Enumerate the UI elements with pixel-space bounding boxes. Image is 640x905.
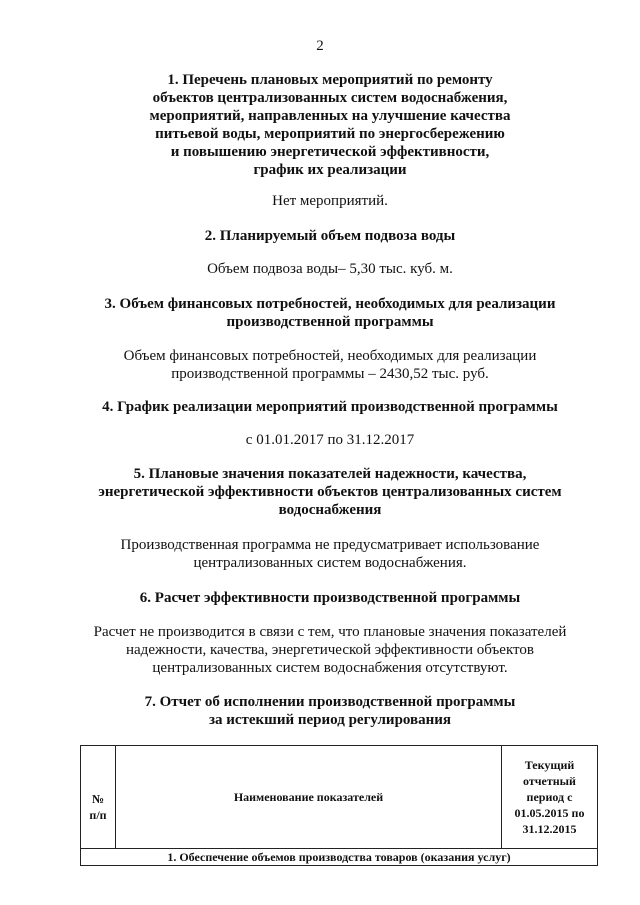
- text-line: Объем финансовых потребностей, необходимых для реализации: [123, 348, 537, 364]
- header-period-cell: [502, 746, 598, 849]
- heading-line: 1. Перечень плановых мероприятий по ремонту: [167, 72, 493, 88]
- section-6-text: [60, 623, 600, 677]
- section-1-text: Нет мероприятий.: [272, 193, 388, 209]
- text-line: централизованных систем водоснабжения отсутствуют.: [152, 660, 508, 676]
- header-text: отчетный: [523, 774, 576, 788]
- header-text: п/п: [89, 808, 107, 822]
- header-text: 01.05.2015 по: [514, 806, 585, 820]
- section-3-heading: [80, 295, 580, 331]
- heading-line: производственной программы: [226, 314, 434, 330]
- page-number: 2: [316, 38, 324, 54]
- header-name-cell: Наименование показателей: [116, 746, 502, 849]
- section-6-heading: 6. Расчет эффективности производственной программы: [139, 590, 521, 606]
- header-text: №: [91, 792, 105, 806]
- section-3-text: [80, 347, 580, 383]
- section-4-text: с 01.01.2017 по 31.12.2017: [245, 432, 415, 448]
- heading-line: питьевой воды, мероприятий по энергосбережению: [155, 126, 505, 142]
- section-2-text: Объем подвоза воды– 5,30 тыс. куб. м.: [207, 261, 453, 277]
- report-table: [80, 745, 598, 866]
- heading-line: 7. Отчет об исполнении производственной программы: [144, 694, 516, 710]
- section-2-heading: 2. Планируемый объем подвоза воды: [204, 228, 456, 244]
- section-5-heading: [60, 465, 600, 519]
- heading-line: энергетической эффективности объектов централизованных систем: [98, 484, 562, 500]
- section-7-heading: [80, 693, 580, 729]
- heading-line: мероприятий, направленных на улучшение качества: [149, 108, 511, 124]
- text-line: надежности, качества, энергетической эффективности объектов: [126, 642, 534, 658]
- text-line: централизованных систем водоснабжения.: [193, 555, 467, 571]
- text-line: производственной программы – 2430,52 тыс. руб.: [171, 366, 489, 382]
- table-header-row: [81, 746, 598, 849]
- header-text: 31.12.2015: [522, 822, 577, 836]
- table-group-row: [81, 849, 598, 866]
- heading-line: за истекший период регулирования: [208, 712, 452, 728]
- heading-line: 5. Плановые значения показателей надежности, качества,: [133, 466, 527, 482]
- heading-line: водоснабжения: [278, 502, 382, 518]
- section-1-heading: [80, 71, 580, 179]
- section-5-text: [80, 536, 580, 572]
- header-number-cell: [81, 746, 116, 849]
- header-text: Текущий: [524, 758, 575, 772]
- heading-line: объектов централизованных систем водоснабжения,: [152, 90, 508, 106]
- text-line: Расчет не производится в связи с тем, что плановые значения показателей: [93, 624, 567, 640]
- section-4-heading: 4. График реализации мероприятий производственной программы: [102, 399, 558, 415]
- heading-line: и повышению энергетической эффективности,: [170, 144, 490, 160]
- heading-line: 3. Объем финансовых потребностей, необходимых для реализации: [104, 296, 556, 312]
- text-line: Производственная программа не предусматривает использование: [120, 537, 540, 553]
- group-row-label: 1. Обеспечение объемов производства товаров (оказания услуг): [81, 849, 598, 866]
- heading-line: график их реализации: [253, 162, 407, 178]
- header-text: период с: [526, 790, 573, 804]
